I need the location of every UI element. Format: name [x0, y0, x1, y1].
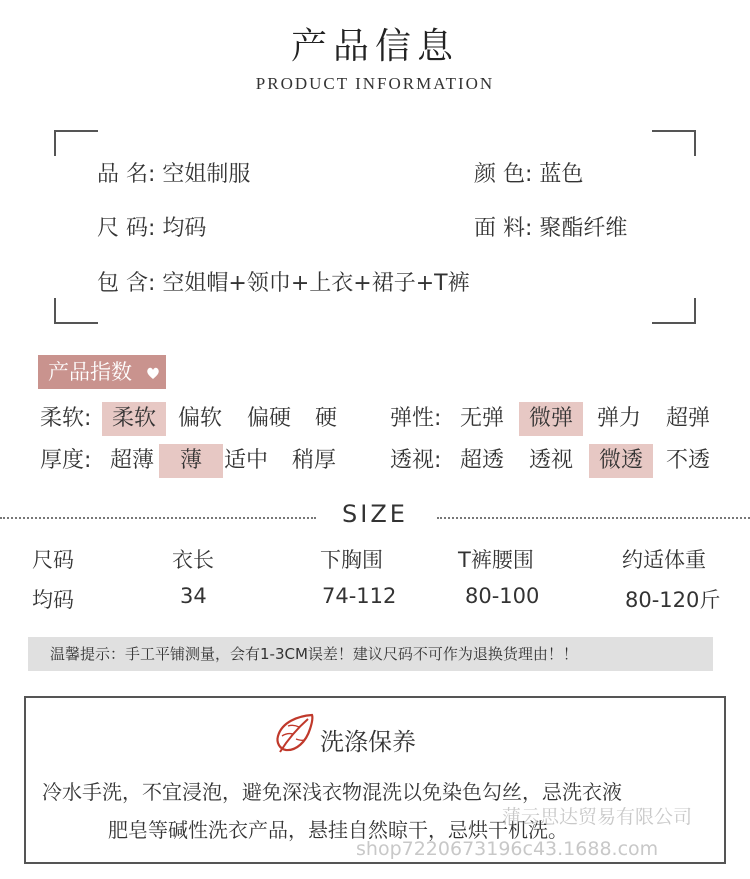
info-name-value: 空姐制服: [162, 162, 251, 187]
frame-corner-top-left: [54, 130, 98, 156]
care-title: 洗涤保养: [320, 728, 416, 756]
page-title: 产品信息: [290, 26, 459, 67]
size-cell: 34: [180, 584, 207, 608]
info-material-value: 聚酯纤维: [539, 216, 628, 241]
elasticity-option-2: 微弹: [519, 402, 583, 436]
info-color-label: 颜 色:: [474, 162, 533, 187]
info-material-label: 面 料:: [474, 216, 533, 241]
size-header-waist: T裤腰围: [458, 548, 534, 572]
info-name: [97, 157, 250, 188]
frame-corner-top-right: [652, 130, 696, 156]
softness-option-3: 偏硬: [247, 406, 292, 431]
elasticity-label: 弹性:: [390, 406, 442, 431]
softness-label: 柔软:: [40, 406, 92, 431]
transparency-option-2: 透视: [529, 448, 574, 473]
frame-corner-bottom-right: [652, 298, 696, 324]
leaf-icon: [272, 712, 316, 756]
info-size-label: 尺 码:: [97, 216, 156, 241]
frame-corner-bottom-left: [54, 298, 98, 324]
thickness-option-4: 稍厚: [292, 448, 337, 473]
watermark-shop: shop7220673196c43.1688.com: [356, 838, 659, 860]
info-color-value: 蓝色: [539, 162, 584, 187]
care-text-line-1: 冷水手洗，不宜浸泡，避免深浅衣物混洗以免染色勾丝，忌洗衣液: [42, 780, 622, 804]
thickness-option-2: 薄: [159, 444, 223, 478]
size-cell: 均码: [32, 588, 74, 612]
elasticity-option-4: 超弹: [666, 406, 711, 431]
size-title: SIZE: [342, 500, 408, 528]
size-header-weight: 约适体重: [622, 548, 706, 572]
info-material: [474, 211, 627, 242]
measurement-tip: 温馨提示：手工平铺测量，会有1-3CM误差！建议尺码不可作为退换货理由！！: [28, 637, 713, 671]
info-include: [97, 266, 470, 297]
info-size: [97, 211, 206, 242]
info-color: [474, 157, 583, 188]
info-include-label: 包 含:: [97, 271, 156, 296]
transparency-option-3: 微透: [589, 444, 653, 478]
info-include-value: 空姐帽+领巾+上衣+裙子+T裤: [162, 271, 470, 296]
care-text-line-2: 肥皂等碱性洗衣产品，悬挂自然晾干，忌烘干机洗。: [108, 818, 568, 842]
size-cell: 80-100: [465, 584, 540, 608]
softness-option-1: 柔软: [102, 402, 166, 436]
elasticity-option-1: 无弹: [460, 406, 505, 431]
page-subtitle: PRODUCT INFORMATION: [255, 74, 495, 93]
thickness-option-1: 超薄: [110, 448, 155, 473]
size-cell: 74-112: [322, 584, 397, 608]
softness-option-2: 偏软: [178, 406, 223, 431]
thickness-option-3: 适中: [224, 448, 269, 473]
watermark-company: 蒲云思达贸易有限公司: [502, 806, 693, 828]
transparency-label: 透视:: [390, 448, 442, 473]
product-index-badge: [38, 355, 166, 389]
thickness-label: 厚度:: [40, 448, 92, 473]
transparency-option-1: 超透: [460, 448, 505, 473]
softness-option-4: 硬: [315, 406, 338, 431]
info-name-label: 品 名:: [97, 162, 156, 187]
info-size-value: 均码: [162, 216, 207, 241]
size-header-size: 尺码: [32, 548, 74, 572]
elasticity-option-3: 弹力: [597, 406, 642, 431]
transparency-option-4: 不透: [666, 448, 711, 473]
size-header-underbust: 下胸围: [320, 548, 383, 572]
product-index-badge-label: 产品指数: [48, 360, 132, 384]
size-header-length: 衣长: [172, 548, 214, 572]
size-cell: 80-120斤: [625, 588, 721, 612]
heart-icon: [146, 366, 160, 380]
